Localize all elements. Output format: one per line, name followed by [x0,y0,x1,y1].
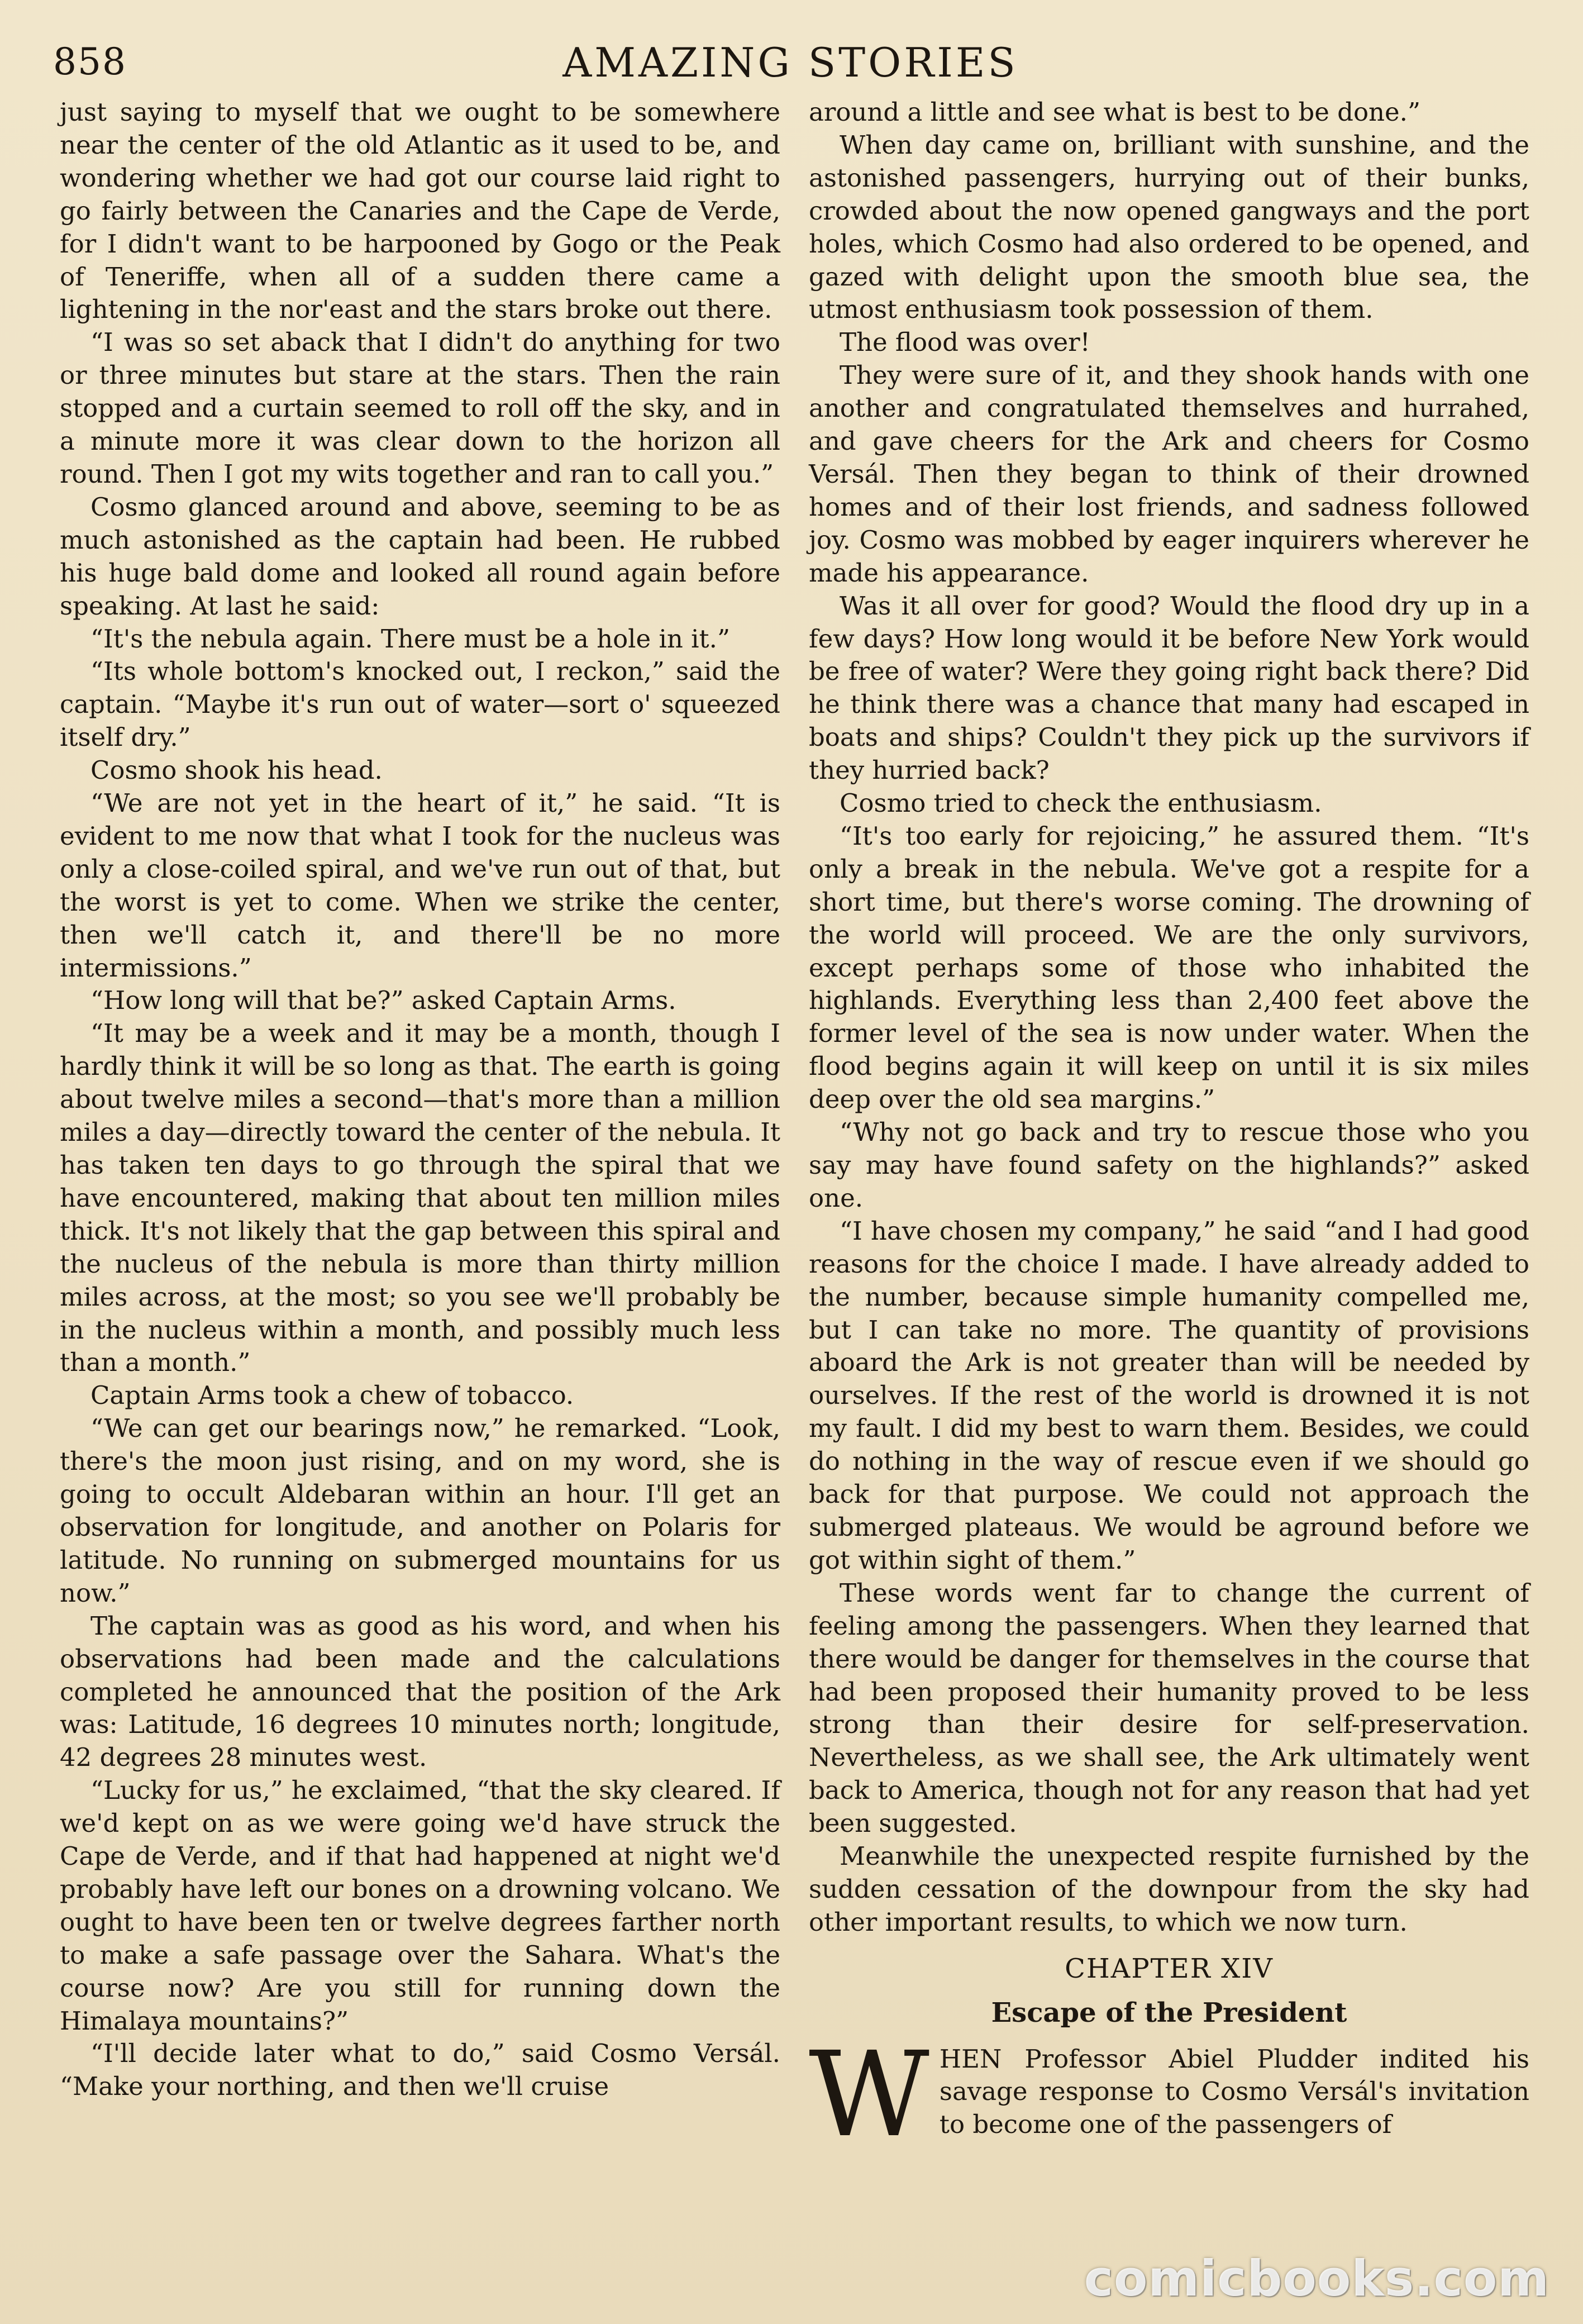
paragraph: just saying to myself that we ought to be somewhere near the center of the old Atlantic as it used to be, and wondering whether we had got our course laid right to go fairly between the Canaries and the Cape de Verde, for I didn't want to be harpooned by Gogo or the Peak of Teneriffe, when all of a sudden there came a lightening in the nor'east and the stars broke out there. [60,97,780,325]
paragraph: “It's too early for rejoicing,” he assured them. “It's only a break in the nebula. We've got a respite for a short time, but there's worse coming. The drowning of the world will proceed. We are the only survivors, except perhaps some of those who inhabited the highlands. Everything less than 2,400 feet above the former level of the sea is now under water. When the flood begins again it will keep on until it is six miles deep over the old sea margins.” [809,821,1529,1115]
paragraph: “It may be a week and it may be a month, though I hardly think it will be so long as that. The earth is going about twelve miles a second—that's more than a million miles a day—directly toward the center of the nebula. It has taken ten days to go through the spiral that we have encountered, making that about ten million miles thick. It's not likely that the gap between this spiral and the nucleus of the nebula is more than thirty million miles across, at the most; so you see we'll probably be in the nucleus within a month, and possibly much less than a month.” [60,1018,780,1378]
paragraph: “I was so set aback that I didn't do anything for two or three minutes but stare at the stars. Then the rain stopped and a curtain seemed to roll off the sky, and in a minute more it was clear down to the horizon all round. Then I got my wits together and ran to call you.” [60,327,780,489]
paragraph: “Lucky for us,” he exclaimed, “that the sky cleared. If we'd kept on as we were going we'd have struck the Cape de Verde, and if that had happened at night we'd probably have left our bones on a drowning volcano. We ought to have been ten or twelve degrees farther north to make a safe passage over the Sahara. What's the course now? Are you still for running down the Himalaya mountains?” [60,1775,780,2036]
paragraph: The captain was as good as his word, and when his observations had been made and the calculations completed he announced that the position of the Ark was: Latitude, 16 degrees 10 minutes north; longitude, 42 degrees 28 minutes west. [60,1611,780,1773]
left-column [60,96,780,2103]
paragraph: Cosmo glanced around and above, seeming to be as much astonished as the captain had been. He rubbed his huge bald dome and looked all round again before speaking. At last he said: [60,492,780,621]
paragraph: “How long will that be?” asked Captain Arms. [90,985,676,1016]
drop-cap: W [809,2026,929,2163]
paragraph: “We are not yet in the heart of it,” he said. “It is evident to me now that what I took for the nucleus was only a close-coiled spiral, and we've run out of that, but the worst is yet to come. When we strike the center, then we'll catch it, and there'll be no more intermissions.” [60,788,780,983]
site-watermark: comicbooks.com [1084,2250,1549,2307]
chapter-subtitle: Escape of the President [991,1997,1347,2028]
paragraph: “It's the nebula again. There must be a hole in it.” [90,623,730,654]
paragraph: Meanwhile the unexpected respite furnished by the sudden cessation of the downpour from the sky had other important results, to which we now turn. [809,1841,1529,1937]
paragraph: around a little and see what is best to be done.” [809,97,1420,127]
chapter-opening-text: HEN Professor Abiel Pludder indited his savage response to Cosmo Versál's invitation to become one of the passengers of [939,2044,1529,2140]
chapter-heading: CHAPTER XIV [1065,1952,1274,1984]
paragraph: Cosmo shook his head. [90,755,383,785]
paragraph: “Why not go back and try to rescue those who you say may have found safety on the highlands?” asked one. [809,1117,1529,1213]
paragraph: Captain Arms took a chew of tobacco. [90,1380,574,1411]
paragraph: These words went far to change the current of feeling among the passengers. When they learned that there would be danger for themselves in the course that had been proposed their humanity proved to be less strong than their desire for self-preservation. Nevertheless, as we shall see, the Ark ultimately went back to America, though not for any reason that had yet been suggested. [809,1578,1529,1839]
paragraph: Cosmo tried to check the enthusiasm. [840,788,1322,818]
magazine-title: AMAZING STORIES [562,39,1018,86]
paragraph: Was it all over for good? Would the flood dry up in a few days? How long would it be before New York would be free of water? Were they going right back there? Did he think there was a chance that many had escaped in boats and ships? Couldn't they pick up the survivors if they hurried back? [809,590,1529,785]
page-header [53,34,1528,95]
paragraph: “I have chosen my company,” he said “and I had good reasons for the choice I made. I have already added to the number, because simple humanity compelled me, but I can take no more. The quantity of provisions aboard the Ark is not greater than will be needed by ourselves. If the rest of the world is drowned it is not my fault. I did my best to warn them. Besides, we could do nothing in the way of rescue even if we should go back for that purpose. We could not approach the submerged plateaus. We would be aground before we got within sight of them.” [809,1216,1529,1575]
right-column [809,96,1529,2163]
paragraph: “I'll decide later what to do,” said Cosmo Versál. “Make your northing, and then we'll cruise [60,2039,780,2102]
chapter-opening-paragraph [809,2026,1529,2163]
paragraph: When day came on, brilliant with sunshine, and the astonished passengers, hurrying out of their bunks, crowded about the now opened gangways and the port holes, which Cosmo had also ordered to be opened, and gazed with delight upon the smooth blue sea, the utmost enthusiasm took possession of them. [809,130,1529,325]
paragraph: They were sure of it, and they shook hands with one another and congratulated themselves and hurrahed, and gave cheers for the Ark and cheers for Cosmo Versál. Then they began to think of their drowned homes and of their lost friends, and sadness followed joy. Cosmo was mobbed by eager inquirers wherever he made his appearance. [809,360,1529,588]
paragraph: The flood was over! [840,327,1090,358]
paragraph: “We can get our bearings now,” he remarked. “Look, there's the moon just rising, and on my word, she is going to occult Aldebaran within an hour. I'll get an observation for longitude, and another on Polaris for latitude. No running on submerged mountains for us now.” [60,1413,780,1608]
page-number: 858 [53,40,127,83]
paragraph: “Its whole bottom's knocked out, I reckon,” said the captain. “Maybe it's run out of water—sort o' squeezed itself dry.” [60,656,780,753]
